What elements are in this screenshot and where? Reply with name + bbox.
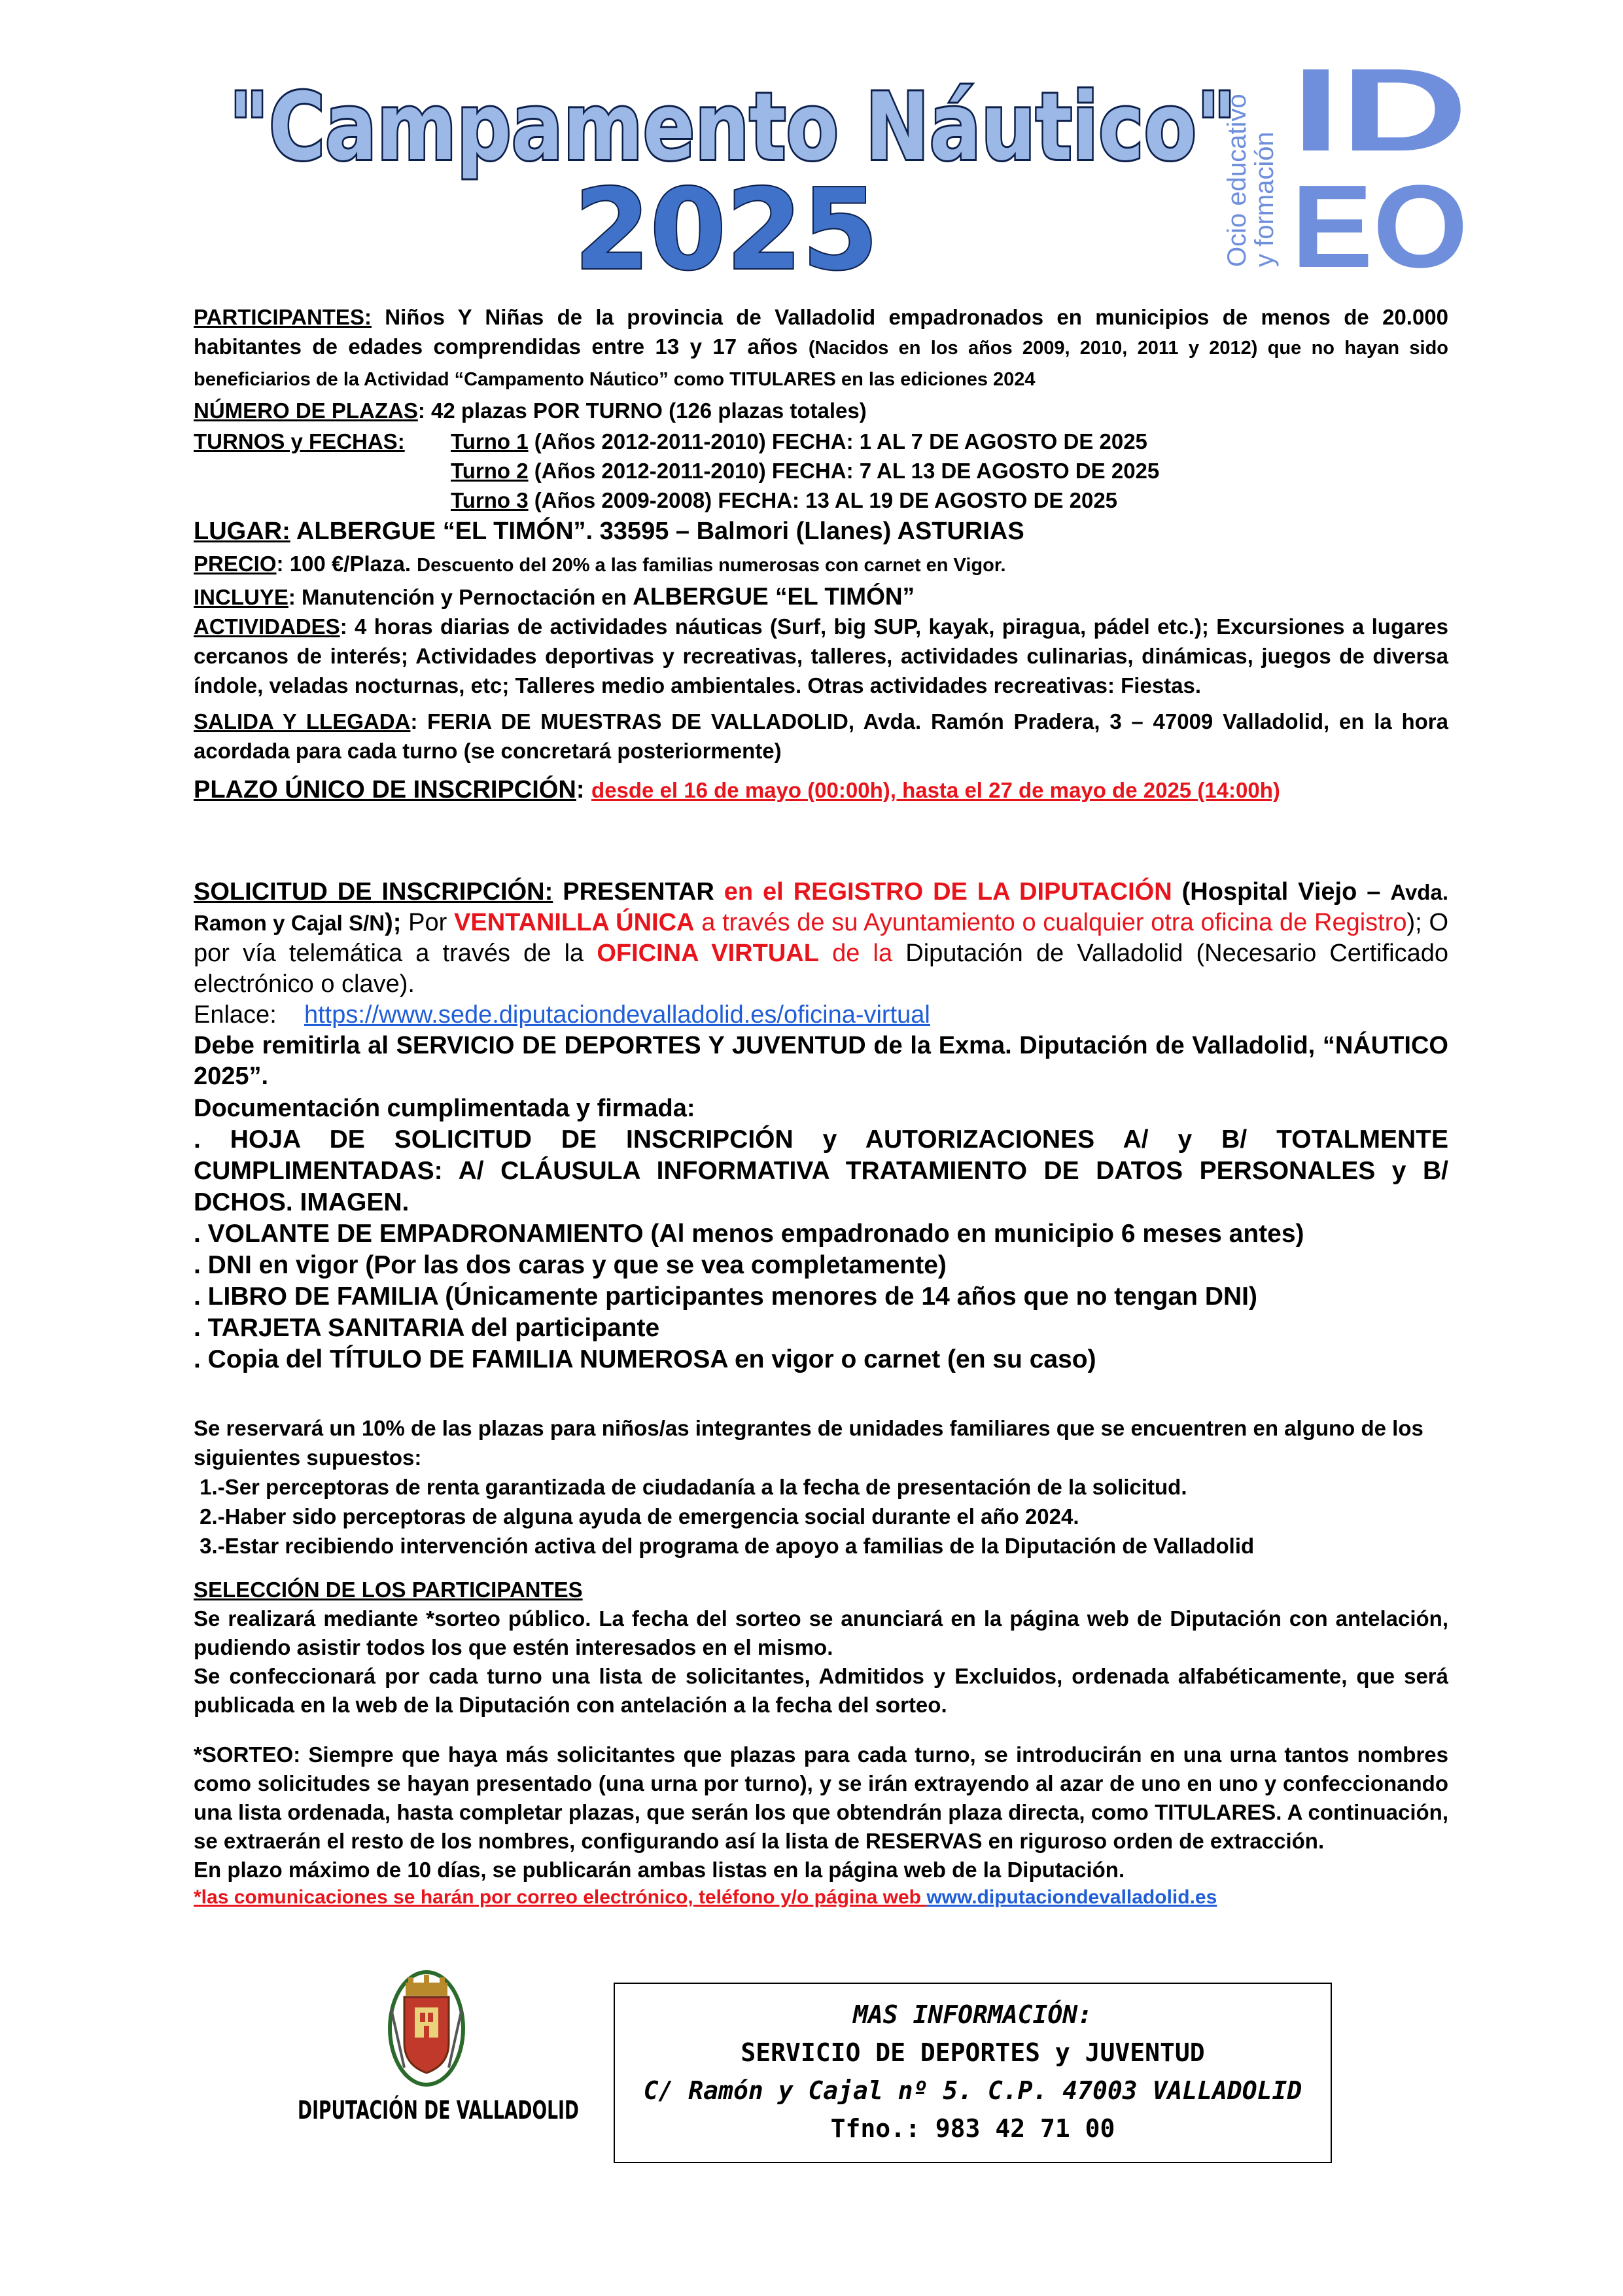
salida-label: SALIDA Y LLEGADA — [194, 709, 411, 733]
info-title: MAS INFORMACIÓN: — [852, 2000, 1093, 2029]
documentacion-title: Documentación cumplimentada y firmada: — [194, 1095, 695, 1122]
event-title — [222, 71, 1243, 182]
reserva-item-3: 3.-Estar recibiendo intervención activa del programa de apoyo a familias de la Diputación de Valladolid — [194, 1534, 1255, 1558]
ideo-letters-bottom: EO — [1291, 161, 1468, 275]
info-servicio: SERVICIO DE DEPORTES y JUVENTUD — [741, 2038, 1205, 2067]
actividades-label: ACTIVIDADES — [194, 614, 340, 639]
precio-text-1: : 100 €/Plaza. — [276, 552, 417, 576]
precio-text-2: Descuento del 20% a las familias numerosas con carnet en Vigor. — [417, 555, 1006, 576]
reserva-intro: Se reservará un 10% de las plazas para niños/as integrantes de unidades familiares que se encuentren en alguno de los siguientes supuestos: — [194, 1416, 1423, 1470]
doc-item-4: . LIBRO DE FAMILIA (Únicamente participantes menores de 14 años que no tengan DNI) — [194, 1282, 1257, 1311]
solicitud-p1: PRESENTAR — [553, 878, 724, 906]
plazas-text: : 42 plazas POR TURNO (126 plazas totales) — [417, 398, 867, 423]
turno-3-text: (Años 2009-2008) FECHA: 13 AL 19 DE AGOSTO DE 2025 — [528, 488, 1118, 512]
turno-3 — [451, 486, 1117, 515]
incluye-label: INCLUYE — [194, 585, 288, 609]
turno-2 — [451, 456, 1159, 486]
comunicaciones-note — [194, 1884, 1448, 1911]
turno-1 — [451, 427, 1147, 456]
ideo-letters-top: ID — [1291, 59, 1468, 176]
actividades-paragraph — [194, 612, 1448, 700]
event-title-text: "Campamento Náutico" — [229, 73, 1236, 181]
incluye-text-1: : Manutención y Pernoctación en — [288, 585, 633, 609]
lugar-text: ALBERGUE “EL TIMÓN”. 33595 – Balmori (Llanes) ASTURIAS — [290, 518, 1024, 545]
solicitud-ventanilla: VENTANILLA ÚNICA — [454, 909, 695, 936]
plazo-line — [194, 773, 1448, 807]
solicitud-p11: de la — [818, 940, 893, 967]
turno-1-text: (Años 2012-2011-2010) FECHA: 1 AL 7 DE AGOSTO DE 2025 — [528, 429, 1147, 453]
solicitud-address: Avda. Ramon y Cajal S/N — [194, 880, 1448, 935]
sorteo-p2: En plazo máximo de 10 días, se publicarán ambas listas en la página web de la Diputación. — [194, 1858, 1125, 1882]
doc-item-5: . TARJETA SANITARIA del participante — [194, 1314, 660, 1342]
info-telefono: Tfno.: 983 42 71 00 — [830, 2114, 1115, 2143]
sorteo-p1: *SORTEO: Siempre que haya más solicitantes que plazas para cada turno, se introducirán en una urna tantos nombres como solicitudes se hayan presentado (una urna por turno), y se irán extrayendo al azar de uno en uno y confeccionando una lista ordenada, hasta completar plazas, que serán los que obtendrán plaza directa, como TITULARES. A continuación, se extraerán el resto de los nombres, configurando así la lista de RESERVAS en riguroso orden de extracción. — [194, 1742, 1448, 1853]
seleccion-title: SELECCIÓN DE LOS PARTICIPANTES — [194, 1578, 583, 1602]
plazo-label: PLAZO ÚNICO DE INSCRIPCIÓN — [194, 776, 576, 804]
turnos-label: TURNOS y FECHAS: — [194, 429, 405, 453]
ideo-logo — [1218, 59, 1473, 275]
solicitud-p3: (Hospital Viejo – — [1172, 878, 1391, 906]
doc-item-3: . DNI en vigor (Por las dos caras y que se vea completamente) — [194, 1251, 947, 1279]
diputacion-name-text: DIPUTACIÓN DE VALLADOLID — [298, 2096, 579, 2125]
participantes-label: PARTICIPANTES: — [194, 305, 372, 329]
precio-label: PRECIO — [194, 552, 277, 576]
oficina-virtual-link[interactable]: https://www.sede.diputaciondevalladolid.es/oficina-virtual — [304, 1001, 930, 1029]
solicitud-p6: Por — [408, 909, 455, 936]
sorteo-section — [194, 1740, 1448, 1911]
event-year — [569, 167, 883, 281]
ideo-tagline-1: Ocio educativo — [1223, 94, 1251, 267]
diputacion-web-link[interactable]: www.diputaciondevalladolid.es — [926, 1886, 1217, 1908]
turnos-block — [194, 427, 1448, 515]
solicitud-label: SOLICITUD DE INSCRIPCIÓN: — [194, 878, 553, 906]
turno-2-text: (Años 2012-2011-2010) FECHA: 7 AL 13 DE AGOSTO DE 2025 — [528, 459, 1160, 483]
participantes-text-2: (Nacidos en los años 2009, 2010, 2011 y 2012) que no hayan sido beneficiarios de la Actividad “Campamento Náutico” como TITULARES en las ediciones 2024 — [194, 338, 1448, 390]
participantes-paragraph — [194, 302, 1448, 395]
solicitud-registro: en el REGISTRO DE LA DIPUTACIÓN — [724, 878, 1172, 906]
seleccion-p2: Se confeccionará por cada turno una lista de solicitantes, Admitidos y Excluidos, ordenada alfabéticamente, que será publicada en la web de la Diputación con antelación a la fecha del sorteo. — [194, 1664, 1448, 1717]
salida-text: : FERIA DE MUESTRAS DE VALLADOLID, Avda. Ramón Pradera, 3 – 47009 Valladolid, en la hora acordada para cada turno (se concretará posteriormente) — [194, 709, 1448, 763]
turno-1-name: Turno 1 — [451, 429, 529, 453]
plazo-colon: : — [576, 776, 592, 804]
turno-3-name: Turno 3 — [451, 488, 529, 512]
reserva-item-1: 1.-Ser perceptoras de renta garantizada de ciudadanía a la fecha de presentación de la solicitud. — [194, 1475, 1187, 1499]
doc-item-1: . HOJA DE SOLICITUD DE INSCRIPCIÓN y AUTORIZACIONES A/ y B/ TOTALMENTE CUMPLIMENTADAS: A/ CLÁUSULA INFORMATIVA TRATAMIENTO DE DATOS PERSONALES y B/ DCHOS. IMAGEN. — [194, 1125, 1448, 1216]
solicitud-p12: Diputación de Valladolid (Necesario Certificado electrónico o clave). — [194, 940, 1448, 998]
doc-item-2: . VOLANTE DE EMPADRONAMIENTO (Al menos empadronado en municipio 6 meses antes) — [194, 1220, 1304, 1248]
solicitud-section — [194, 877, 1448, 1375]
reserva-section — [194, 1413, 1448, 1561]
solicitud-p5: ); — [385, 909, 409, 936]
lugar-label: LUGAR: — [194, 518, 290, 545]
solicitud-p9: ); O por vía telemática a través de la — [194, 909, 1449, 967]
ideo-tagline-2: y formación — [1250, 132, 1279, 267]
plazo-dates: desde el 16 de mayo (00:00h), hasta el 27 de mayo de 2025 (14:00h) — [591, 778, 1280, 802]
mas-informacion-box — [614, 1983, 1332, 2163]
enlace-line — [194, 1000, 1448, 1031]
precio-line — [194, 548, 1448, 582]
enlace-label: Enlace: — [194, 1001, 277, 1029]
solicitud-p8: a través de su Ayuntamiento o cualquier otra oficina de Registro — [694, 909, 1407, 936]
plazas-label: NÚMERO DE PLAZAS — [194, 398, 418, 423]
event-year-text: 2025 — [574, 167, 879, 281]
solicitud-oficina-virtual: OFICINA VIRTUAL — [597, 940, 819, 967]
comunicaciones-text: *las comunicaciones se harán por correo electrónico, teléfono y/o página web — [194, 1886, 927, 1908]
turno-2-name: Turno 2 — [451, 459, 529, 483]
info-direccion: C/ Ramón y Cajal nº 5. C.P. 47003 VALLADOLID — [643, 2076, 1302, 2105]
salida-paragraph — [194, 707, 1448, 766]
diputacion-crest-icon — [387, 1969, 466, 2087]
reserva-item-2: 2.-Haber sido perceptoras de alguna ayuda de emergencia social durante el año 2024. — [194, 1504, 1079, 1528]
lugar-line — [194, 515, 1448, 548]
plazas-line — [194, 396, 1448, 425]
incluye-line — [194, 582, 1448, 612]
incluye-text-2: ALBERGUE “EL TIMÓN” — [633, 583, 915, 610]
participantes-text-1: Niños Y Niñas de la provincia de Valladolid empadronados en municipios de menos de 20.000 habitantes de edades comprendidas entre 13 y 17 años — [194, 305, 1448, 359]
solicitud-paragraph — [194, 877, 1448, 1000]
main-info — [194, 302, 1448, 807]
doc-item-6: . Copia del TÍTULO DE FAMILIA NUMEROSA en vigor o carnet (en su caso) — [194, 1345, 1096, 1373]
seleccion-p1: Se realizará mediante *sorteo público. La fecha del sorteo se anunciará en la página web de Diputación con antelación, pudiendo asistir todos los que estén interesados en el mismo. — [194, 1606, 1448, 1659]
diputacion-name — [294, 2093, 582, 2125]
remitir-paragraph: Debe remitirla al SERVICIO DE DEPORTES Y JUVENTUD de la Exma. Diputación de Valladolid, “NÁUTICO 2025”. — [194, 1032, 1448, 1090]
actividades-text: : 4 horas diarias de actividades náuticas (Surf, big SUP, kayak, piragua, pádel etc.); Excursiones a lugares cercanos de interés; Actividades deportivas y recreativas, talleres, actividades culinarias, dinámicas, juegos de diversa índole, veladas nocturnas, etc; Talleres medio ambientales. Otras actividades recreativas: Fiestas. — [194, 614, 1448, 698]
seleccion-section — [194, 1576, 1448, 1720]
